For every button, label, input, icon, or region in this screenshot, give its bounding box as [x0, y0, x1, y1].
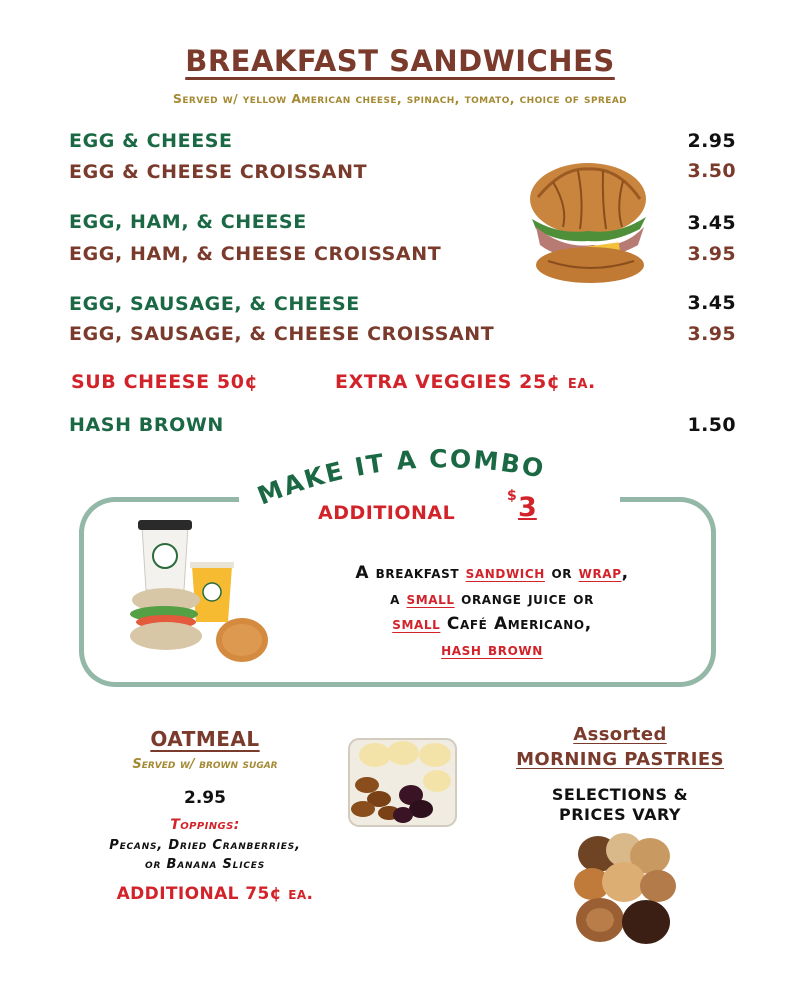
combo-meal-image [126, 518, 274, 666]
sub-cheese-note: SUB CHEESE 50¢ [71, 371, 259, 393]
price-hash-brown: 1.50 [687, 414, 736, 436]
pastries-price-note [505, 785, 735, 825]
combo-line-2 [262, 586, 722, 612]
combo-price: 3 [518, 492, 537, 523]
oatmeal-title: OATMEAL [150, 727, 260, 751]
combo-heading-text: MAKE IT A COMBO [253, 444, 548, 510]
combo-price-symbol: $ [507, 488, 517, 504]
oatmeal-toppings-title: Toppings: [170, 817, 240, 833]
item-egg-sausage-cheese-croissant: EGG, SAUSAGE, & CHEESE CROISSANT [69, 323, 495, 345]
extra-veggies-note: EXTRA VEGGIES 25¢ ea. [335, 371, 596, 393]
combo-line-2-text: a [390, 589, 407, 609]
price-egg-ham-cheese: 3.45 [687, 212, 736, 234]
combo-additional-label: ADDITIONAL [318, 502, 456, 524]
oatmeal-subtitle: Served w/ brown sugar [132, 757, 278, 772]
combo-heading [240, 440, 620, 510]
pastries-title-line-2: MORNING PASTRIES [516, 749, 724, 770]
combo-line-1-or: or [544, 563, 579, 583]
combo-small-coffee: small [392, 614, 441, 634]
combo-line-3-rest: Café Americano, [440, 614, 592, 634]
svg-text:MAKE IT A COMBO [253, 444, 547, 510]
menu-subtitle: Served w/ yellow American cheese, spinach, tomato, choice of spread [172, 91, 628, 106]
item-egg-cheese-croissant: EGG & CHEESE CROISSANT [69, 161, 368, 183]
price-egg-cheese: 2.95 [687, 130, 736, 152]
combo-hash-brown: hash brown [441, 640, 543, 660]
combo-line-1-comma: , [621, 563, 629, 583]
pastries-image [570, 830, 680, 948]
combo-small-juice: small [406, 589, 455, 609]
item-egg-sausage-cheese: EGG, SAUSAGE, & CHEESE [69, 293, 360, 315]
menu-title: BREAKFAST SANDWICHES [185, 44, 615, 78]
croissant-sandwich-image [518, 157, 658, 285]
oatmeal-toppings-list [60, 836, 350, 874]
oatmeal-toppings-line-1: Pecans, Dried Cranberries, [109, 838, 301, 853]
item-egg-cheese: EGG & CHEESE [69, 130, 233, 152]
combo-line-3 [262, 611, 722, 637]
combo-line-1 [262, 560, 722, 586]
oatmeal-toppings-line-2: or Banana Slices [145, 857, 265, 872]
pastries-title-line-1: Assorted [573, 724, 667, 745]
combo-line-1-text: A breakfast [355, 563, 466, 583]
price-egg-cheese-croissant: 3.50 [687, 160, 736, 182]
pastries-note-line-2: PRICES VARY [559, 805, 681, 824]
price-egg-ham-cheese-croissant: 3.95 [687, 243, 736, 265]
oatmeal-toppings-image [345, 735, 460, 830]
combo-sandwich-link: sandwich [465, 563, 545, 583]
oatmeal-additional: ADDITIONAL 75¢ ea. [116, 884, 314, 904]
pastries-note-line-1: SELECTIONS & [551, 785, 689, 804]
combo-line-2-rest: orange juice or [454, 589, 594, 609]
item-egg-ham-cheese: EGG, HAM, & CHEESE [69, 211, 307, 233]
item-hash-brown: HASH BROWN [69, 414, 224, 436]
item-egg-ham-cheese-croissant: EGG, HAM, & CHEESE CROISSANT [69, 243, 442, 265]
price-egg-sausage-cheese-croissant: 3.95 [687, 323, 736, 345]
price-egg-sausage-cheese: 3.45 [687, 292, 736, 314]
combo-wrap-link: wrap [578, 563, 622, 583]
combo-line-4 [262, 637, 722, 663]
oatmeal-price: 2.95 [184, 788, 226, 808]
